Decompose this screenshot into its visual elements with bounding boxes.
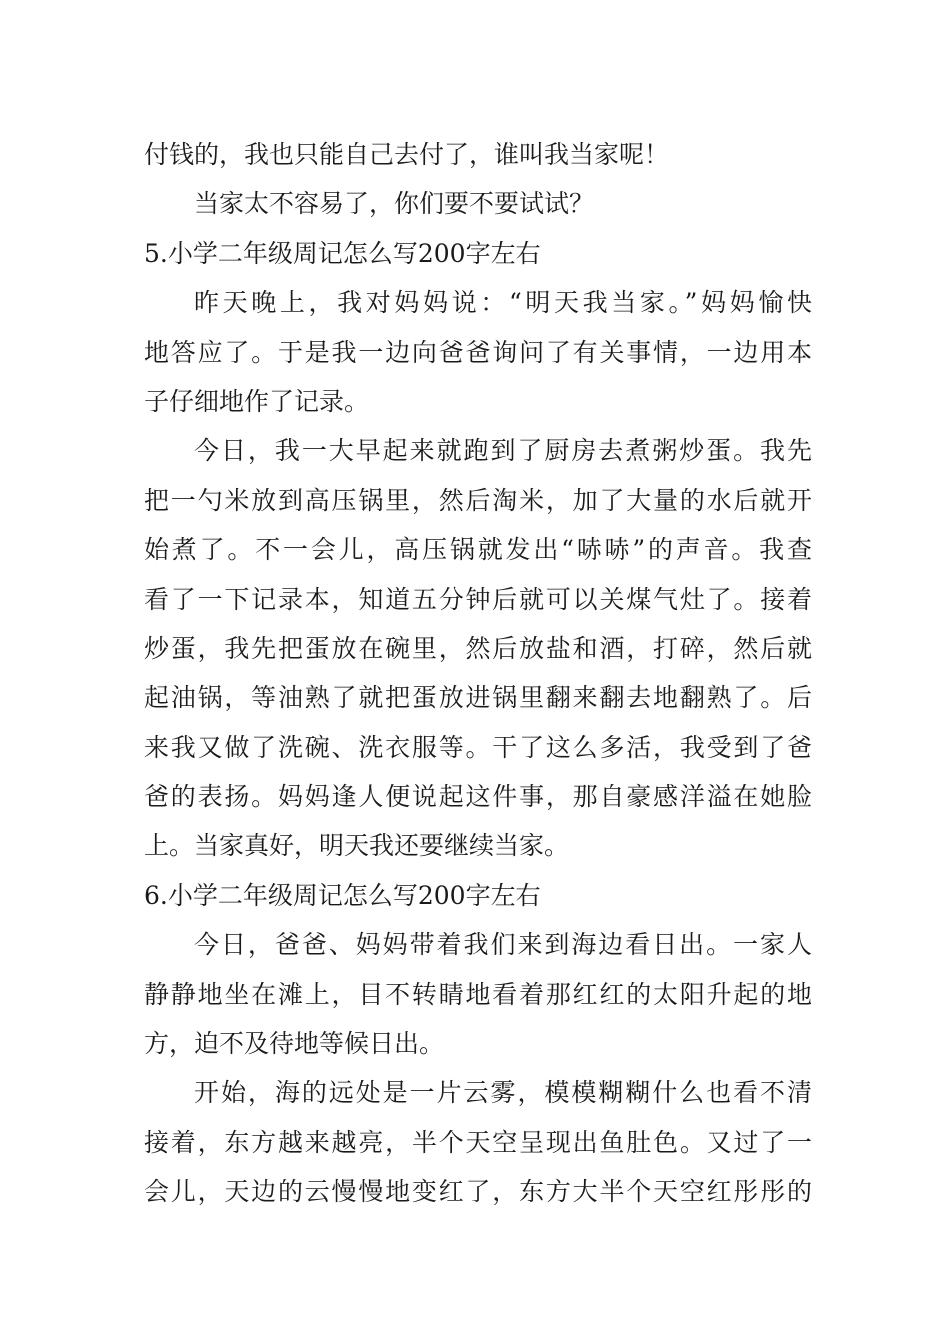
section-heading: 6.小学二年级周记怎么写200字左右: [144, 880, 541, 910]
paragraph-line: 爸的表扬。妈妈逢人便说起这件事，那自豪感洋溢在她脸: [144, 782, 812, 812]
paragraph-line: 炒蛋，我先把蛋放在碗里，然后放盐和酒，打碎，然后就: [144, 633, 812, 663]
paragraph-line: 今日，爸爸、妈妈带着我们来到海边看日出。一家人: [194, 930, 812, 960]
paragraph-line: 开始，海的远处是一片云雾，模模糊糊什么也看不清: [194, 1078, 812, 1108]
paragraph-line: 静静地坐在滩上，目不转睛地看着那红红的太阳升起的地: [144, 979, 812, 1009]
paragraph-line: 方，迫不及待地等候日出。: [144, 1029, 445, 1059]
paragraph-line: 当家太不容易了，你们要不要试试？: [194, 189, 595, 219]
document-body: [144, 130, 812, 1217]
paragraph-line: 来我又做了洗碗、洗衣服等。干了这么多活，我受到了爸: [144, 732, 812, 762]
paragraph-line: 起油锅，等油熟了就把蛋放进锅里翻来翻去地翻熟了。后: [144, 683, 812, 713]
paragraph-line: 把一勺米放到高压锅里，然后淘米，加了大量的水后就开: [144, 485, 812, 515]
paragraph-line: 子仔细地作了记录。: [144, 386, 370, 416]
paragraph-line: 地答应了。于是我一边向爸爸询问了有关事情，一边用本: [144, 337, 812, 367]
paragraph-line: 会儿，天边的云慢慢地变红了，东方大半个天空红彤彤的: [144, 1177, 812, 1207]
section-heading: 5.小学二年级周记怎么写200字左右: [144, 238, 541, 268]
paragraph-line: 上。当家真好，明天我还要继续当家。: [144, 831, 570, 861]
paragraph-line: 看了一下记录本，知道五分钟后就可以关煤气灶了。接着: [144, 584, 812, 614]
paragraph-line: 昨天晚上，我对妈妈说：“明天我当家。”妈妈愉快: [194, 288, 812, 318]
paragraph-line: 接着，东方越来越亮，半个天空呈现出鱼肚色。又过了一: [144, 1127, 812, 1157]
paragraph-line: 今日，我一大早起来就跑到了厨房去煮粥炒蛋。我先: [194, 436, 812, 466]
paragraph-line: 付钱的，我也只能自己去付了，谁叫我当家呢！: [144, 140, 670, 169]
paragraph-line: 始煮了。不一会儿，高压锅就发出“哧哧”的声音。我查: [144, 535, 812, 565]
